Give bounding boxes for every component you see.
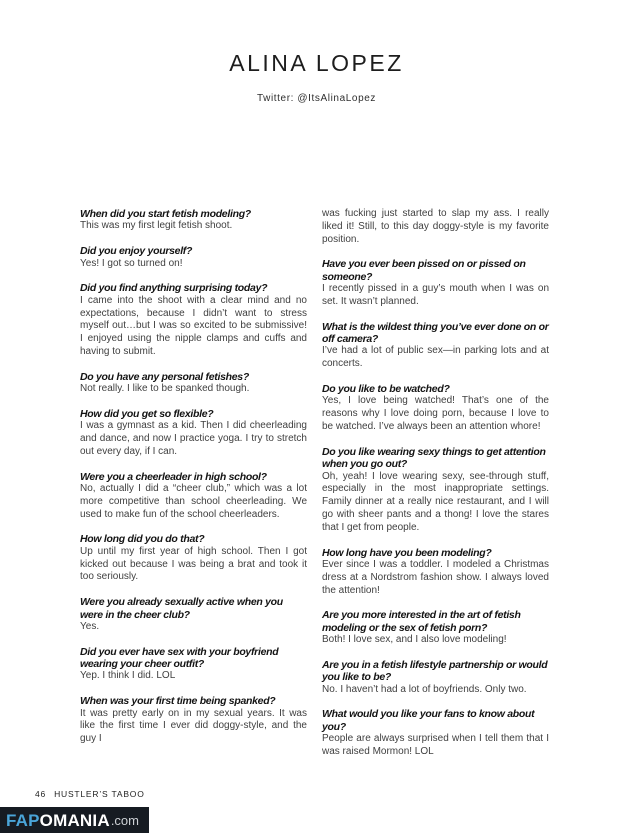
answer: People are always surprised when I tell them that I was raised Mormon! LOL [322,733,549,757]
qa-item [80,471,307,522]
answer: It was pretty early on in my sexual years. It was like the first time I ever did doggy-style, and the guy I [80,707,307,745]
question: How long did you do that? [80,533,205,546]
answer: I’ve had a lot of public sex—in parking lots and at concerts. [322,345,549,370]
qa-item [80,208,307,233]
answer: was fucking just started to slap my ass. I really liked it! Still, to this day doggy-style is my favorite position. [322,208,549,245]
watermark-fap: FAP [6,810,40,830]
qa-item [322,383,549,434]
qa-item [322,258,549,308]
twitter-handle: Twitter: @ItsAlinaLopez [257,93,376,104]
answer: This was my first legit fetish shoot. [80,220,233,232]
qa-item [80,371,307,396]
question: Were you already sexually active when you were in the cheer club? [80,596,283,621]
question: Did you ever have sex with your boyfriend wearing your cheer outfit? [80,645,279,671]
answer: No, actually I did a “cheer club,” which was a lot more competitive than school cheerleading. We used to make fun of the school cheerleaders. [80,483,307,520]
answer: I came into the shoot with a clear mind and no expectations, because I didn’t want to stress myself out…but I was so excited to be submissive! I enjoyed using the nipple clamps and cuffs and having to submit. [80,294,307,357]
question: Did you enjoy yourself? [80,245,193,258]
qa-item [80,408,307,459]
qa-item [80,695,307,746]
question: Do you like wearing sexy things to get attention when you go out? [322,445,546,471]
answer: Yes. [80,620,100,632]
qa-item [322,659,549,697]
answer: Yep. I think I did. LOL [80,670,176,682]
qa-item [322,446,549,535]
interview-body [80,208,549,771]
qa-item [80,245,307,270]
qa-item [80,282,307,358]
watermark-omania: OMANIA [39,810,110,830]
masthead [0,0,633,104]
answer: No. I haven’t had a lot of boyfriends. Only two. [322,683,527,695]
answer: Not really. I like to be spanked though. [80,383,250,395]
left-column [80,208,307,771]
qa-item [322,321,549,371]
page-number: 46 [35,789,47,799]
right-column [322,208,549,771]
question: Do you like to be watched? [322,383,450,396]
answer: Yes! I got so turned on! [80,257,183,269]
question: What would you like your fans to know about you? [322,708,535,733]
answer: Oh, yeah! I love wearing sexy, see-through stuff, especially in the most inappropriate settings. Family dinner at a really nice restaurant, and I will go with sheer pants and a thong! I love the stares that I get from people. [322,470,549,533]
qa-item [80,646,307,684]
qa-item [322,208,549,246]
question: Are you more interested in the art of fetish modeling or the sex of fetish porn? [322,609,521,634]
page-footer [35,789,145,799]
qa-item [80,533,307,584]
question: What is the wildest thing you’ve ever done on or off camera? [322,320,549,346]
answer: Ever since I was a toddler. I modeled a Christmas dress at a Nordstrom fashion show. I always loved the attention! [322,558,549,596]
watermark-dotcom: .com [110,812,139,828]
answer: Yes, I love being watched! That’s one of the reasons why I love doing porn, because I love to be watched. I’ve always been an attention whore! [322,395,549,433]
answer: I was a gymnast as a kid. Then I did cheerleading and dance, and now I practice yoga. I try to stretch out every day, if I can. [80,420,307,457]
question: Did you find anything surprising today? [80,282,268,295]
publication-name: HUSTLER’S TABOO [54,789,145,799]
question: When did you start fetish modeling? [80,208,251,220]
qa-item [322,547,549,598]
answer: Up until my first year of high school. Then I got kicked out because I was being a brat and took it too seriously. [80,545,307,583]
question: Were you a cheerleader in high school? [80,470,267,483]
question: Have you ever been pissed on or pissed on someone? [322,258,526,283]
question: How did you get so flexible? [80,407,214,420]
watermark [0,807,149,833]
question: When was your first time being spanked? [80,695,276,708]
qa-item [322,609,549,647]
question: Do you have any personal fetishes? [80,370,249,383]
answer: I recently pissed in a guy’s mouth when I was on set. It wasn’t planned. [322,283,549,307]
qa-item [80,596,307,634]
qa-item [322,708,549,758]
question: Are you in a fetish lifestyle partnership or would you like to be? [322,658,548,684]
answer: Both! I love sex, and I also love modeling! [322,634,507,646]
page-title: ALINA LOPEZ [229,50,404,76]
question: How long have you been modeling? [322,546,492,559]
